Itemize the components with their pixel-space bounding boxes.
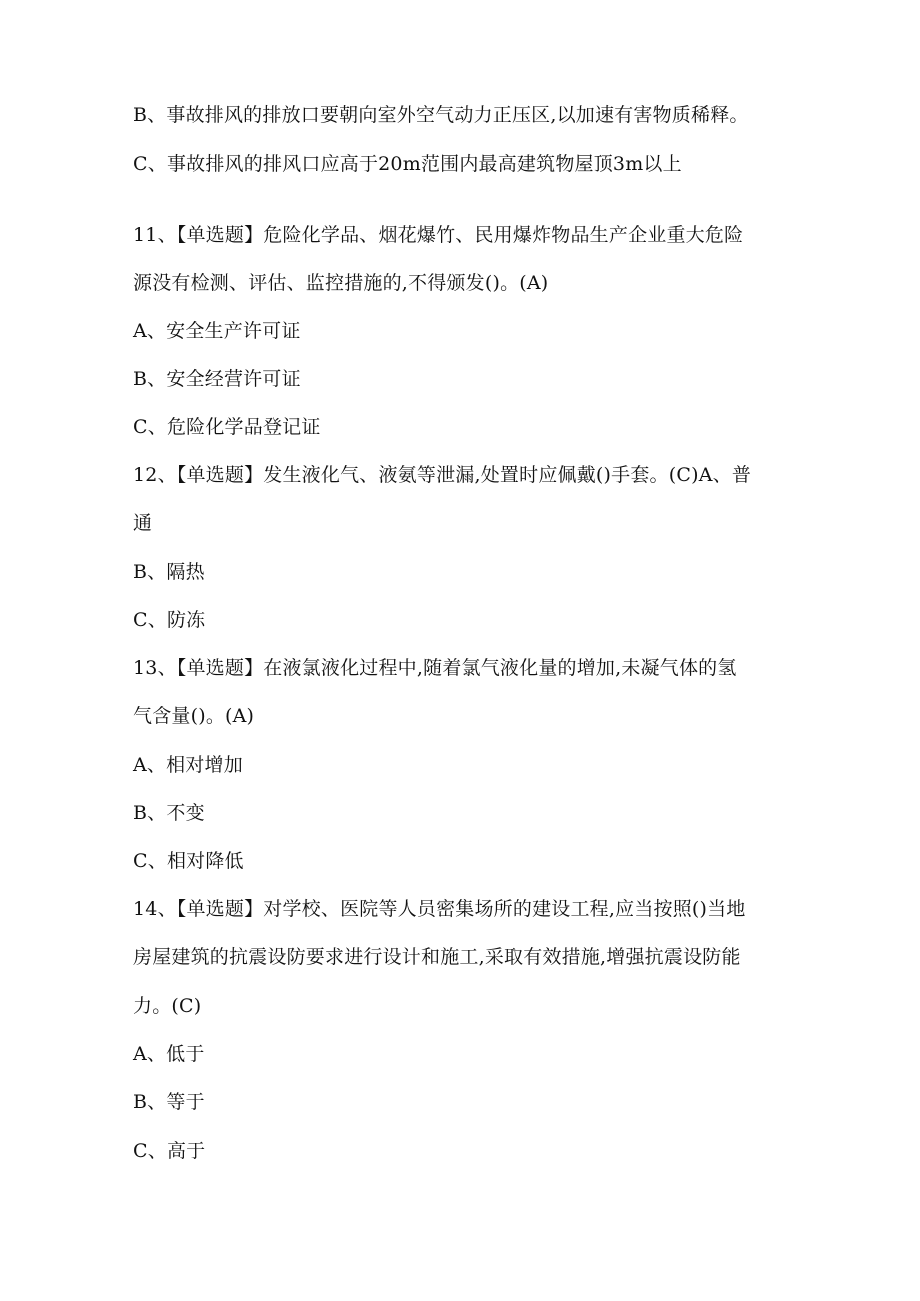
option-line: C、防冻 [133,609,206,631]
option-line: C、事故排风的排风口应高于20m范围内最高建筑物屋顶3m以上 [133,153,682,175]
option-line: B、安全经营许可证 [133,368,301,390]
question-11-line: 源没有检测、评估、监控措施的,不得颁发()。(A) [133,272,549,294]
question-14-line: 房屋建筑的抗震设防要求进行设计和施工,采取有效措施,增强抗震设防能 [133,946,741,968]
option-line: B、隔热 [133,561,205,583]
question-13-line: 13、【单选题】在液氯液化过程中,随着氯气液化量的增加,未凝气体的氢 [133,657,737,679]
question-12-line: 12、【单选题】发生液化气、液氨等泄漏,处置时应佩戴()手套。(C)A、普 [133,464,752,486]
option-line: A、低于 [133,1043,205,1065]
question-12-line: 通 [133,512,153,534]
question-13-line: 气含量()。(A) [133,705,255,727]
option-line: A、安全生产许可证 [133,320,301,342]
option-line: C、高于 [133,1140,206,1162]
question-14-line: 力。(C) [133,995,202,1017]
option-line: B、不变 [133,802,205,824]
option-line: B、等于 [133,1091,205,1113]
option-line: C、危险化学品登记证 [133,416,321,438]
question-14-line: 14、【单选题】对学校、医院等人员密集场所的建设工程,应当按照()当地 [133,898,746,920]
option-line: B、事故排风的排放口要朝向室外空气动力正压区,以加速有害物质稀释。 [133,104,749,126]
question-11-line: 11、【单选题】危险化学品、烟花爆竹、民用爆炸物品生产企业重大危险 [133,224,744,246]
option-line: A、相对增加 [133,754,243,776]
option-line: C、相对降低 [133,850,244,872]
